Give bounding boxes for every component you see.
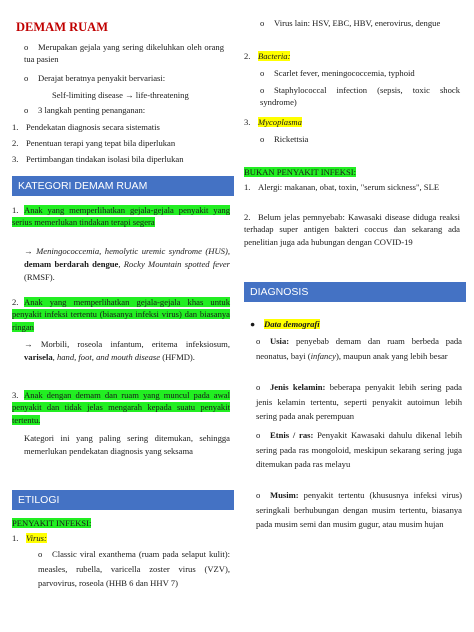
- data-demografi-heading: ● Data demografi: [250, 319, 320, 329]
- bacteria-item: o Scarlet fever, meningococcemia, typhoid: [260, 68, 415, 78]
- virus-lain-item: o Virus lain: HSV, EBC, HBV, enerovirus, dengue: [260, 18, 441, 28]
- arrow-right-icon: →: [24, 246, 33, 256]
- step-item: 3. Pertimbangan tindakan isolasi bila diperlukan: [12, 154, 184, 164]
- circle-bullet-icon: o: [260, 134, 265, 144]
- arrow-right-icon: →: [24, 339, 33, 349]
- arrow-right-icon: →: [125, 90, 134, 100]
- kategori-item: 3. Anak dengan demam dan ruam yang muncul pada awal penyakit dan tidak jelas mengarah kepada suatu penyakit tertentu.: [12, 390, 230, 425]
- section-header-diagnosis: DIAGNOSIS: [244, 282, 466, 302]
- circle-bullet-icon: o: [24, 105, 29, 115]
- demografi-item-etnis: o Etnis / ras: Penyakit Kawasaki dahulu dikenal lebih sering pada ras mongoloid, meskipun sekarang sering juga ditemukan pada ras melayu: [256, 430, 462, 469]
- circle-bullet-icon: o: [256, 430, 261, 440]
- severity-range: Self-limiting disease → life-threatening: [52, 90, 189, 100]
- virus-heading: 1. Virus:: [12, 533, 47, 543]
- kategori-detail: → Meningococcemia, hemolytic uremic syndrome (HUS), demam berdarah dengue, Rocky Mountain spotted fever (RMSF).: [24, 246, 230, 282]
- bullet-item: o 3 langkah penting penanganan:: [24, 105, 146, 115]
- circle-bullet-icon: o: [260, 85, 265, 95]
- doc-title: DEMAM RUAM: [16, 20, 108, 34]
- circle-bullet-icon: o: [260, 68, 265, 78]
- bukan-item: 1. Alergi: makanan, obat, toxin, "serum sickness", SLE: [244, 182, 440, 192]
- bullet-item: o Derajat beratnya penyakit bervariasi:: [24, 73, 166, 83]
- section-header-kategori: KATEGORI DEMAM RUAM: [12, 176, 234, 196]
- step-item: 2. Penentuan terapi yang tepat bila diperlukan: [12, 138, 176, 148]
- subheading-bukan-infeksi: BUKAN PENYAKIT INFEKSI:: [244, 167, 357, 177]
- kategori-item: 2. Anak yang memperlihatkan gejala-gejala khas untuk penyakit infeksi tertentu (biasanya infeksi virus) dan biasanya ringan: [12, 297, 230, 332]
- kategori-detail: Kategori ini yang paling sering ditemukan, sehingga memerlukan pendekatan diagnosis yang seksama: [24, 433, 230, 456]
- demografi-item-usia: o Usia: penyebab demam dan ruam berbeda pada neonatus, bayi (infancy), maupun anak yang lebih besar: [256, 336, 462, 361]
- circle-bullet-icon: o: [256, 336, 261, 346]
- section-header-etilogi: ETILOGI: [12, 490, 234, 510]
- circle-bullet-icon: o: [260, 18, 265, 28]
- demografi-item-jenis-kelamin: o Jenis kelamin: beberapa penyakit lebih sering pada jenis kelamin tertentu, seperti penyakit autoimun lebih sering pada anak perempuan: [256, 382, 462, 421]
- circle-bullet-icon: o: [256, 382, 261, 392]
- kategori-detail: → Morbili, roseola infantum, eritema infeksiosum, varisela, hand, foot, and mouth disease (HFMD).: [24, 339, 230, 362]
- bullet-dot-icon: ●: [250, 319, 256, 329]
- circle-bullet-icon: o: [24, 42, 29, 52]
- bacteria-item: o Staphylococcal infection (sepsis, toxic shock syndrome): [260, 85, 460, 108]
- bacteria-heading: 2. Bacteria:: [244, 51, 291, 61]
- circle-bullet-icon: o: [24, 73, 29, 83]
- demografi-item-musim: o Musim: penyakit tertentu (khususnya infeksi virus) seringkali berhubungan dengan musim tertentu, biasanya pada musim semi dan musim gugur, atau musim hujan: [256, 490, 462, 529]
- step-item: 1. Pendekatan diagnosis secara sistematis: [12, 122, 160, 132]
- circle-bullet-icon: o: [256, 490, 261, 500]
- mycoplasma-item: o Rickettsia: [260, 134, 309, 144]
- bullet-item: o Merupakan gejala yang sering dikeluhkan oleh orang tua pasien: [24, 42, 224, 65]
- circle-bullet-icon: o: [38, 549, 43, 559]
- virus-item: o Classic viral exanthema (ruam pada selaput kulit): measles, rubella, varicella zoster virus (VZV), parvovirus, roseola (HHB 6 dan HHV 7): [38, 549, 230, 588]
- subheading-penyakit-infeksi: PENYAKIT INFEKSI:: [12, 518, 92, 528]
- bukan-item: 2. Belum jelas pemnyebab: Kawasaki disease diduga reaksi terhadap super antigen bakteri coccus dan sekarang ada penelitian juga ada hubungan dengan COVID-19: [244, 212, 460, 247]
- mycoplasma-heading: 3. Mycoplasma: [244, 117, 302, 127]
- kategori-item: 1. Anak yang memperlihatkan gejala-gejala penyakit yang serius memerlukan tindakan terapi segera: [12, 205, 230, 228]
